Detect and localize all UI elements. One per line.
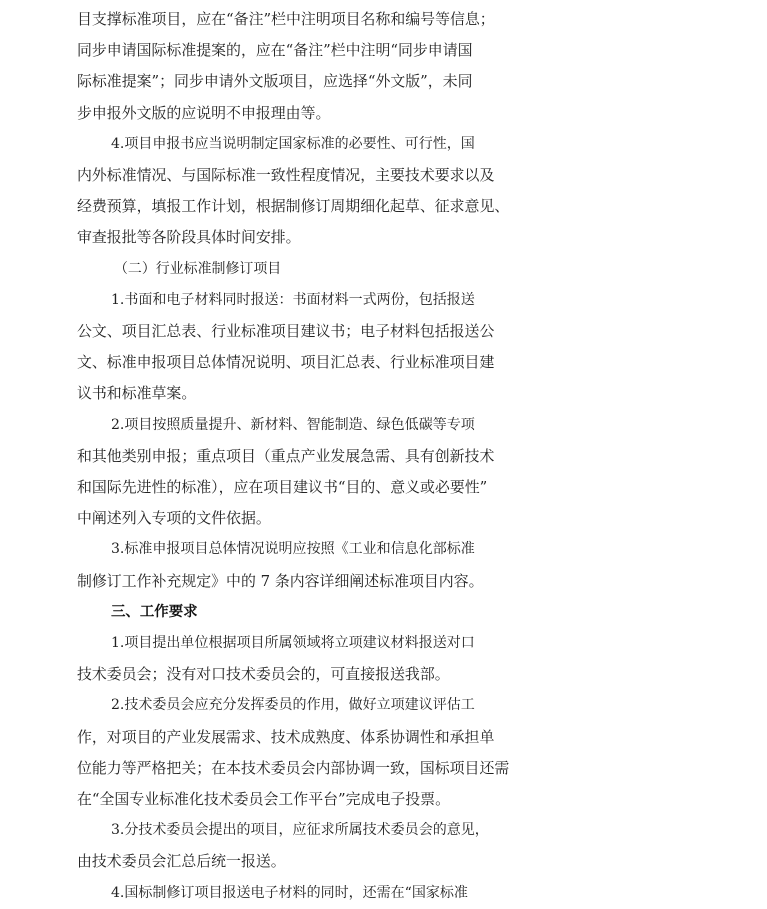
text-line: 在“全国专业标准化技术委员会工作平台”完成电子投票。 bbox=[77, 790, 450, 808]
section-heading: 三、工作要求 bbox=[111, 603, 198, 620]
text-line: 目支撑标准项目，应在“备注”栏中注明项目名称和编号等信息； bbox=[77, 10, 495, 28]
text-line: 1.项目提出单位根据项目所属领域将立项建议材料报送对口 bbox=[111, 635, 475, 651]
text-line: 中阐述列入专项的文件依据。 bbox=[77, 509, 271, 528]
text-line: 文、标准申报项目总体情况说明、项目汇总表、行业标准项目建 bbox=[77, 353, 495, 372]
text-line: 内外标准情况、与国际标准一致性程度情况，主要技术要求以及 bbox=[77, 166, 495, 184]
text-line: 4.项目申报书应当说明制定国家标准的必要性、可行性，国 bbox=[111, 135, 475, 152]
text-line: 由技术委员会汇总后统一报送。 bbox=[77, 852, 286, 871]
text-line: 作，对项目的产业发展需求、技术成熟度、体系协调性和承担单 bbox=[77, 727, 495, 746]
section-heading: （二）行业标准制修订项目 bbox=[114, 260, 282, 277]
text-line: 1.书面和电子材料同时报送：书面材料一式两份，包括报送 bbox=[111, 291, 475, 308]
text-line: 步申报外文版的应说明不申报理由等。 bbox=[77, 103, 331, 122]
text-line: 制修订工作补充规定》中的 7 条内容详细阐述标准项目内容。 bbox=[77, 571, 484, 590]
text-line: 2.技术委员会应充分发挥委员的作用，做好立项建议评估工 bbox=[111, 697, 475, 714]
text-line: 和其他类别申报；重点项目（重点产业发展急需、具有创新技术 bbox=[77, 446, 495, 465]
text-line: 4.国标制修订项目报送电子材料的同时，还需在“国家标准 bbox=[111, 884, 468, 901]
text-line: 技术委员会；没有对口技术委员会的，可直接报送我部。 bbox=[77, 665, 450, 684]
text-line: 际标准提案”；同步申请外文版项目，应选择“外文版”，未同 bbox=[77, 72, 473, 91]
text-line: 同步申请国际标准提案的，应在“备注”栏中注明“同步申请国 bbox=[77, 41, 473, 60]
text-line: 2.项目按照质量提升、新材料、智能制造、绿色低碳等专项 bbox=[111, 416, 475, 433]
text-line: 和国际先进性的标准），应在项目建议书“目的、意义或必要性” bbox=[77, 478, 488, 496]
text-line: 3.标准申报项目总体情况说明应按照《工业和信息化部标准 bbox=[111, 541, 475, 558]
text-line: 公文、项目汇总表、行业标准项目建议书；电子材料包括报送公 bbox=[77, 322, 495, 340]
text-line: 审查报批等各阶段具体时间安排。 bbox=[77, 228, 301, 247]
text-line: 3.分技术委员会提出的项目，应征求所属技术委员会的意见， bbox=[111, 822, 489, 839]
text-line: 位能力等严格把关；在本技术委员会内部协调一致，国标项目还需 bbox=[77, 758, 510, 777]
text-line: 议书和标准草案。 bbox=[77, 384, 197, 403]
text-line: 经费预算，填报工作计划，根据制修订周期细化起草、征求意见、 bbox=[77, 197, 510, 216]
